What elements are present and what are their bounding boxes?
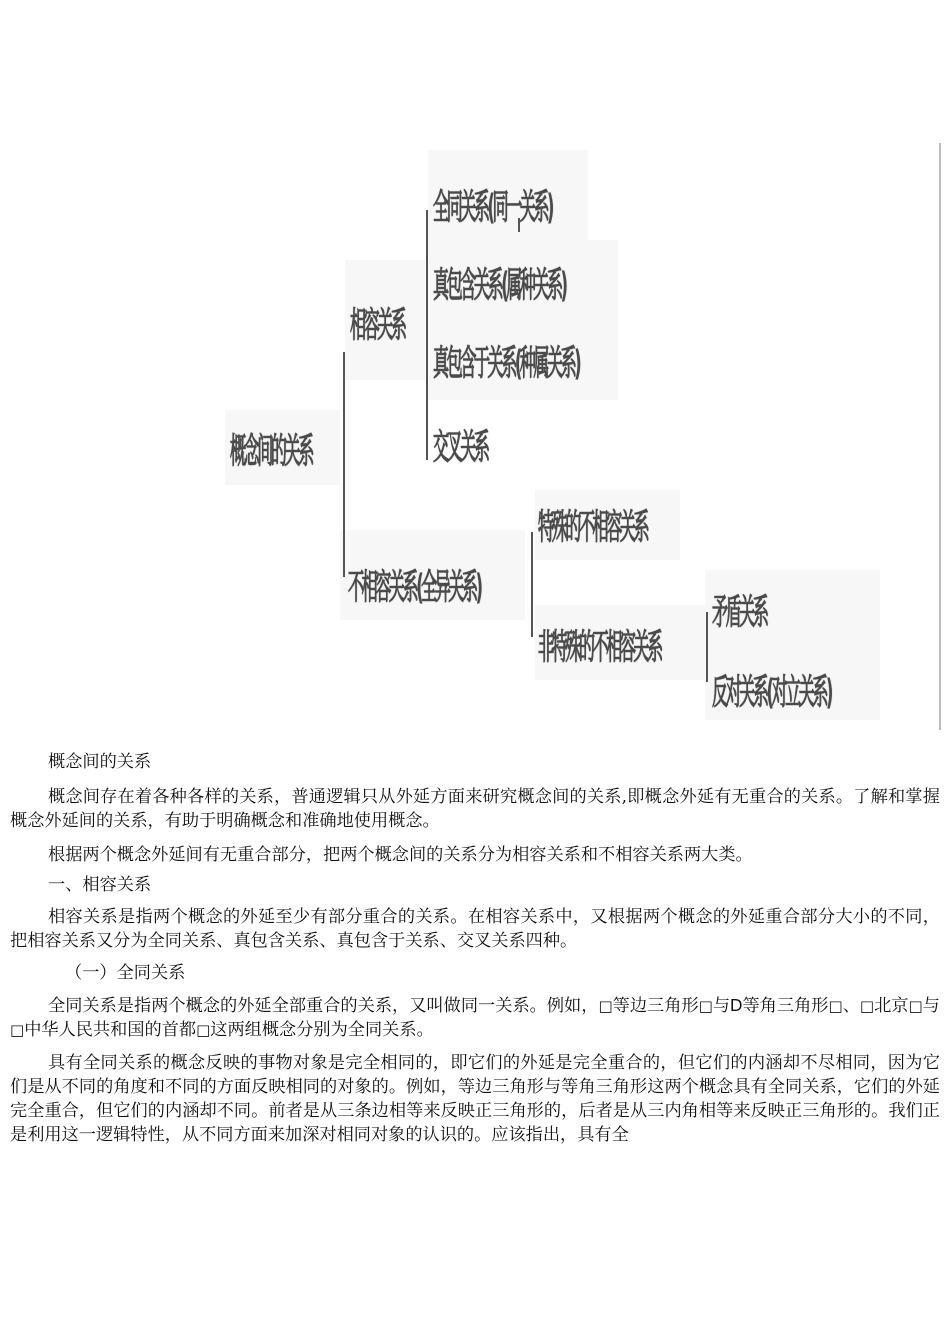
paragraph-text	[10, 993, 940, 1042]
missing-glyph-box: □	[828, 997, 843, 1015]
missing-glyph-box: □	[598, 997, 613, 1015]
heading-identity	[10, 961, 940, 985]
node-incompatible: 不相容关系(全异关系)	[348, 568, 481, 609]
section-title: 概念间的关系	[48, 752, 152, 772]
text-run: 等边三角形	[612, 996, 699, 1016]
node-compatible: 相容关系	[350, 306, 405, 347]
paragraph-5	[10, 1051, 940, 1147]
paragraph-1	[10, 785, 940, 833]
missing-glyph-box: □	[908, 997, 923, 1015]
node-nonspecial-incompatible: 非特殊的不相容关系	[538, 628, 661, 669]
paragraph-3	[10, 905, 940, 953]
node-root: 概念间的关系	[230, 432, 312, 473]
paragraph-text: 相容关系是指两个概念的外延至少有部分重合的关系。在相容关系中，又根据两个概念的外延重合部分大小的不同，把相容关系又分为全同关系、真包含关系、真包含于关系、交叉关系四种。	[10, 907, 940, 951]
missing-glyph-box: □	[859, 997, 875, 1015]
paragraph-text: 概念间存在着各种各样的关系，普通逻辑只从外延方面来研究概念间的关系,即概念外延有无重合的关系。了解和掌握概念外延间的关系，有助于明确概念和准确地使用概念。	[10, 787, 940, 831]
heading-text: 一、相容关系	[48, 875, 152, 895]
node-identity: 全同关系(同一关系)	[433, 188, 552, 229]
page-edge-line	[939, 143, 941, 730]
missing-glyph-box: □	[698, 997, 713, 1015]
text-run: 这两组概念分别为全同关系。	[210, 1020, 434, 1040]
paragraph-text: 具有全同关系的概念反映的事物对象是完全相同的，即它们的外延是完全重合的，但它们的内涵却不尽相同，因为它们是从不同的角度和不同的方面反映相同的对象的。例如，等边三角形与等角三角形这两个概念具有全同关系，它们的外延完全重合，但它们的内涵却不同。前者是从三条边相等来反映正三角形的，后者是从三内角相等来反映正三角形的。我们正是利用这一逻辑特性，从不同方面来加深对相同对象的认识的。应该指出，具有全	[10, 1053, 940, 1145]
node-contradiction: 矛盾关系	[712, 593, 767, 634]
heading-compatible	[10, 873, 940, 897]
text-run: 与	[712, 996, 731, 1016]
text-run: 等角三角形	[742, 996, 829, 1016]
missing-glyph-box: □	[10, 1021, 25, 1039]
heading-text: （一）全同关系	[65, 963, 186, 983]
text-run: 北京	[874, 996, 909, 1016]
node-contrary: 反对关系(对立关系)	[712, 673, 831, 714]
text-run: 与	[922, 996, 940, 1016]
text-run: D	[730, 995, 743, 1015]
paragraph-2	[10, 843, 940, 867]
text-run: 中华人民共和国的首都	[24, 1020, 197, 1040]
node-proper-inclusion-in: 真包含于关系(种属关系)	[433, 344, 580, 385]
nonspecial-bracket	[706, 612, 708, 682]
incompatible-bracket	[531, 532, 533, 637]
missing-glyph-box: □	[196, 1021, 211, 1039]
paragraph-text: 根据两个概念外延间有无重合部分，把两个概念间的关系分为相容关系和不相容关系两大类。	[48, 845, 753, 865]
section-title-block	[10, 750, 940, 774]
text-run: 全同关系是指两个概念的外延全部重合的关系，又叫做同一关系。例如，	[48, 996, 599, 1016]
paragraph-4	[10, 993, 940, 1042]
node-intersection: 交叉关系	[433, 428, 488, 469]
node-special-incompatible: 特殊的不相容关系	[538, 508, 648, 549]
compatible-bracket	[426, 210, 428, 460]
text-run: 、	[842, 996, 860, 1016]
root-bracket	[343, 352, 345, 577]
node-proper-inclusion: 真包含关系(属种关系)	[433, 266, 566, 307]
